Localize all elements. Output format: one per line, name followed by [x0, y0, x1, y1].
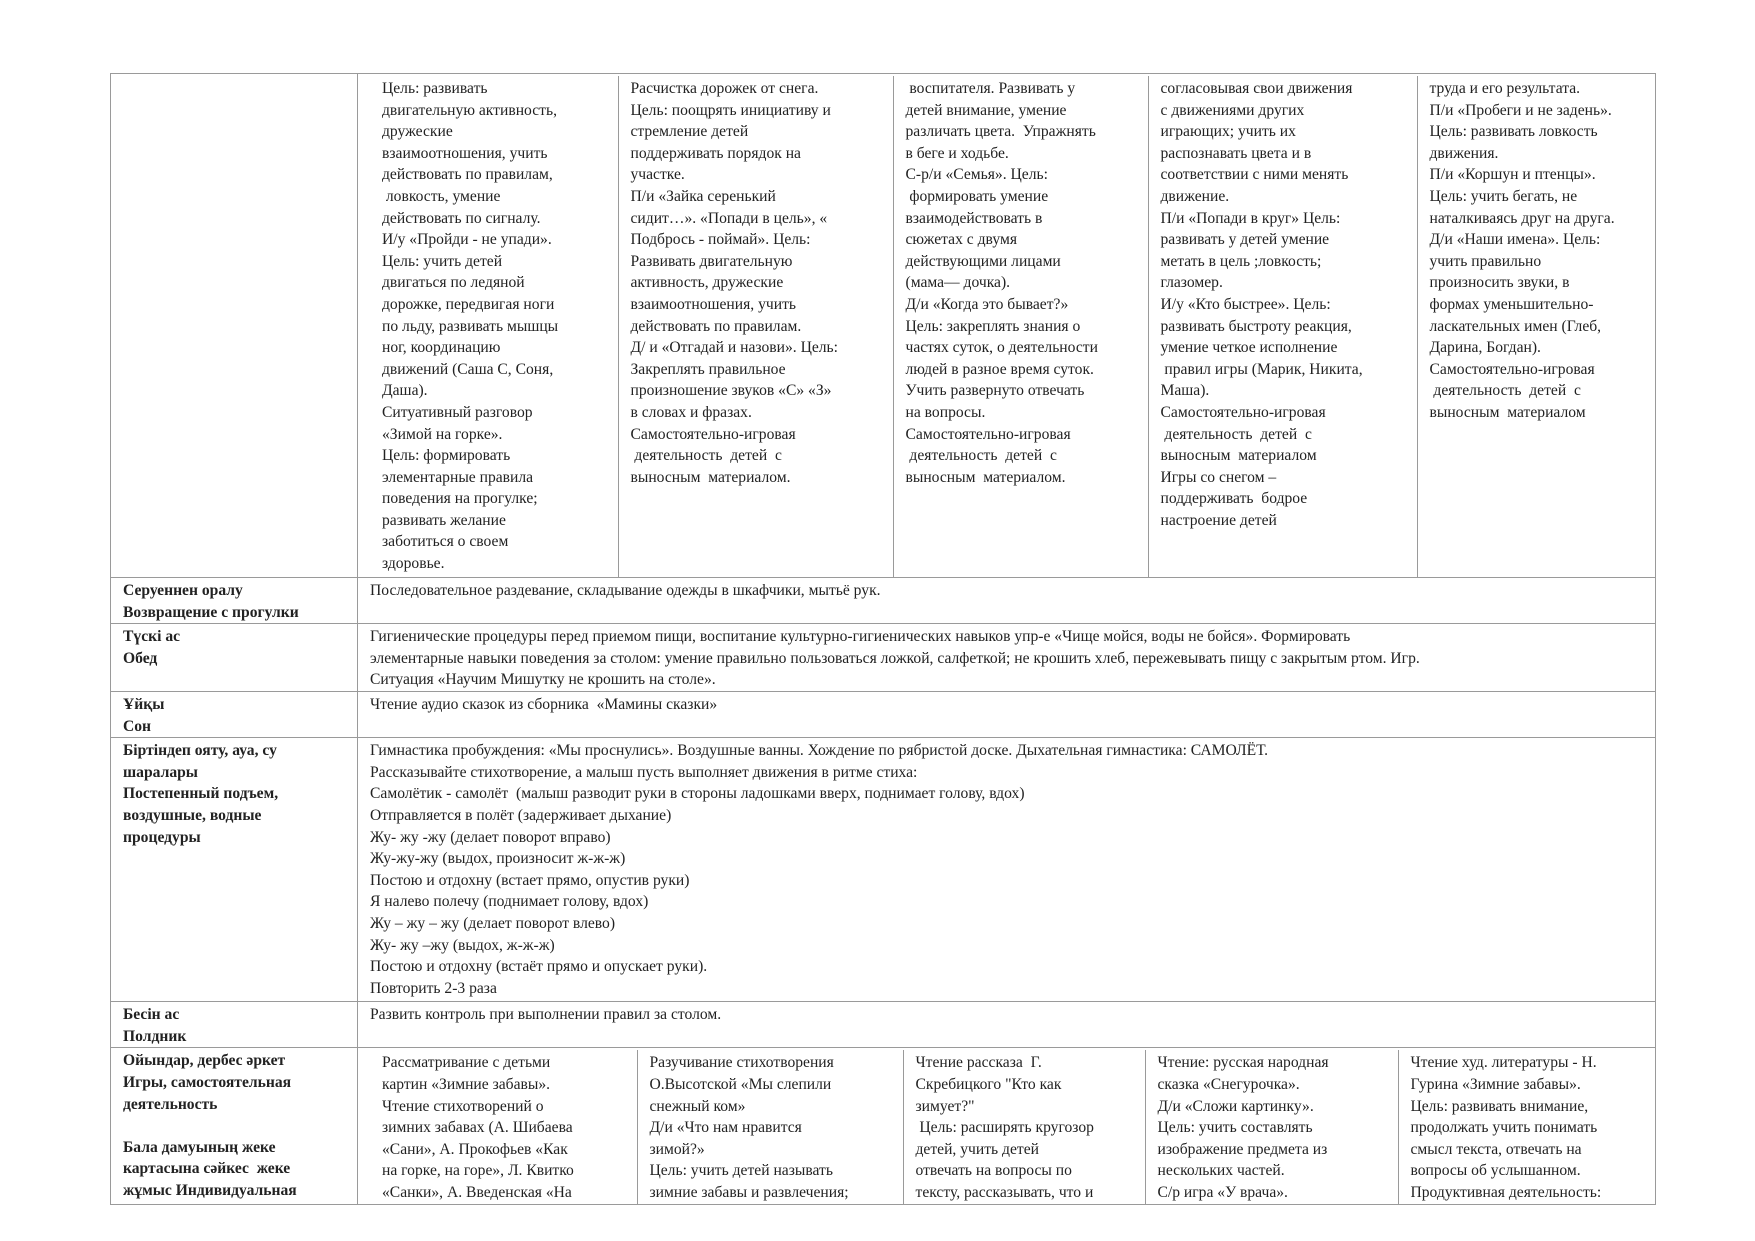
- text-line: Ситуация «Научим Мишутку не крошить на столе».: [370, 671, 716, 689]
- text-line: дружеские: [382, 123, 453, 141]
- text-line: Игры, самостоятельная: [123, 1073, 292, 1091]
- text-line: развивать желание: [382, 511, 506, 529]
- daily-plan-table: [110, 73, 1656, 1205]
- games-day-3: [903, 1050, 1145, 1203]
- games-day-5: [1398, 1050, 1656, 1203]
- text-line: участке.: [630, 166, 685, 184]
- text-line: дорожке, передвигая ноги: [382, 295, 555, 313]
- text-line: в словах и фразах.: [630, 403, 752, 421]
- text-line: Я налево полечу (поднимает голову, вдох): [370, 893, 649, 911]
- text-line: «Зимой на горке».: [382, 425, 503, 443]
- return-row: [111, 578, 1656, 624]
- text-line: Гимнастика пробуждения: «Мы проснулись». Воздушные ванны. Хождение по рябристой доске. Дыхательная гимнастика: САМОЛЁТ.: [370, 742, 1268, 760]
- text-line: шаралары: [123, 763, 198, 781]
- text-line: Самостоятельно-игровая: [1160, 403, 1326, 421]
- text-line: деятельность детей с: [905, 447, 1057, 465]
- text-line: Д/и «Что нам нравится: [649, 1119, 802, 1137]
- text-line: смысл текста, отвечать на: [1410, 1140, 1582, 1158]
- text-line: П/и «Попади в круг» Цель:: [1160, 209, 1341, 227]
- text-line: Самостоятельно-игровая: [630, 425, 796, 443]
- text-line: действовать по правилам.: [630, 317, 802, 335]
- text-line: детей, учить детей: [915, 1140, 1039, 1158]
- text-line: зимой?»: [649, 1140, 705, 1158]
- text-line: картасына сәйкес жеке: [123, 1160, 291, 1178]
- text-line: воспитателя. Развивать у: [905, 80, 1076, 97]
- text-line: изображение предмета из: [1157, 1140, 1328, 1158]
- text-line: Гигиенические процедуры перед приемом пищи, воспитание культурно-гигиенических навыков упр-е «Чище мойся, воды не бойся». Формировать: [370, 628, 1351, 646]
- text-line: тексту, рассказывать, что и: [915, 1183, 1094, 1201]
- text-line: формах уменьшительно-: [1429, 295, 1594, 313]
- text-line: Последовательное раздевание, складывание одежды в шкафчики, мытьё рук.: [370, 582, 881, 599]
- text-line: выносным материалом.: [905, 468, 1066, 486]
- text-line: Біртіндеп ояту, ауа, су: [123, 742, 277, 760]
- sleep-content: [358, 691, 1656, 737]
- text-line: [123, 1115, 347, 1137]
- text-line: Гурина «Зимние забавы».: [1410, 1075, 1581, 1093]
- text-line: правил игры (Марик, Никита,: [1160, 360, 1363, 378]
- walk-row: [111, 74, 1656, 578]
- text-line: О.Высотской «Мы слепили: [649, 1075, 832, 1093]
- wakeup-label: [111, 738, 358, 1002]
- text-line: соответствии с ними менять: [1160, 166, 1349, 184]
- text-line: Цель: развивать: [382, 80, 488, 97]
- text-line: Расчистка дорожек от снега.: [630, 80, 819, 97]
- text-line: Ойындар, дербес әркет: [123, 1052, 286, 1070]
- wakeup-content: [358, 738, 1656, 1002]
- text-line: поддерживать бодрое: [1160, 490, 1308, 508]
- text-line: умение четкое исполнение: [1160, 339, 1338, 357]
- text-line: Самостоятельно-игровая: [905, 425, 1071, 443]
- text-line: Продуктивная деятельность:: [1410, 1183, 1602, 1201]
- text-line: глазомер.: [1160, 274, 1223, 292]
- text-line: с движениями других: [1160, 101, 1305, 119]
- text-line: жұмыс Индивидуальная: [123, 1181, 297, 1199]
- text-line: настроение детей: [1160, 511, 1277, 529]
- text-line: играющих; учить их: [1160, 123, 1296, 141]
- text-line: Развить контроль при выполнении правил за столом.: [370, 1006, 722, 1024]
- text-line: развивать быстроту реакция,: [1160, 317, 1352, 335]
- text-line: Д/и «Когда это бывает?»: [905, 295, 1069, 313]
- text-line: П/и «Пробеги и не задень».: [1429, 101, 1612, 119]
- text-line: произношение звуков «С» «З»: [630, 382, 832, 400]
- text-line: Закреплять правильное: [630, 360, 786, 378]
- text-line: «Санки», А. Введенская «На: [382, 1183, 572, 1201]
- text-line: И/у «Кто быстрее». Цель:: [1160, 295, 1331, 313]
- walk-label-cell: [111, 74, 358, 578]
- snack-label: [111, 1002, 358, 1048]
- text-line: Цель: развивать внимание,: [1410, 1097, 1589, 1115]
- text-line: распознавать цвета и в: [1160, 144, 1312, 162]
- text-line: Отправляется в полёт (задерживает дыхание): [370, 806, 672, 824]
- text-line: Бесін ас: [123, 1006, 180, 1024]
- text-line: «Сани», А. Прокофьев «Как: [382, 1140, 568, 1158]
- text-line: нескольких частей.: [1157, 1162, 1285, 1180]
- text-line: Рассказывайте стихотворение, а малыш пусть выполняет движения в ритме стиха:: [370, 763, 918, 781]
- text-line: Учить развернуто отвечать: [905, 382, 1085, 400]
- text-line: Түскі ас: [123, 628, 181, 646]
- text-line: ловкость, умение: [382, 187, 501, 205]
- text-line: Постою и отдохну (встаёт прямо и опускает руки).: [370, 958, 708, 976]
- text-line: взаимоотношения, учить: [630, 295, 797, 313]
- text-line: ласкательных имен (Глеб,: [1429, 317, 1602, 335]
- text-line: наталкиваясь друг на друга.: [1429, 209, 1615, 227]
- text-line: Постою и отдохну (встает прямо, опустив руки): [370, 871, 690, 889]
- text-line: Обед: [123, 649, 158, 667]
- text-line: заботиться о своем: [382, 533, 509, 551]
- text-line: действующими лицами: [905, 252, 1061, 270]
- text-line: формировать умение: [905, 187, 1049, 205]
- text-line: Жу- жу -жу (делает поворот вправо): [370, 828, 611, 846]
- text-line: отвечать на вопросы по: [915, 1162, 1072, 1180]
- text-line: по льду, развивать мышцы: [382, 317, 559, 335]
- text-line: элементарные правила: [382, 468, 534, 486]
- return-content: [358, 578, 1656, 624]
- text-line: Рассматривание с детьми: [382, 1054, 551, 1072]
- return-label: [111, 578, 358, 624]
- text-line: (мама— дочка).: [905, 274, 1011, 292]
- sleep-label: [111, 691, 358, 737]
- text-line: воздушные, водные: [123, 806, 262, 824]
- text-line: Постепенный подъем,: [123, 785, 279, 803]
- text-line: деятельность детей с: [1160, 425, 1312, 443]
- text-line: картин «Зимние забавы».: [382, 1075, 551, 1093]
- text-line: Чтение аудио сказок из сборника «Мамины сказки»: [370, 695, 718, 713]
- text-line: Ситуативный разговор: [382, 403, 533, 421]
- lunch-content: [358, 624, 1656, 692]
- text-line: двигательную активность,: [382, 101, 557, 119]
- text-line: Д/ и «Отгадай и назови». Цель:: [630, 339, 838, 357]
- text-line: поведения на прогулке;: [382, 490, 538, 508]
- text-line: Игры со снегом –: [1160, 468, 1277, 486]
- text-line: сказка «Снегурочка».: [1157, 1075, 1300, 1093]
- walk-day-2: [618, 76, 893, 577]
- text-line: развивать у детей умение: [1160, 231, 1330, 249]
- text-line: учить правильно: [1429, 252, 1542, 270]
- text-line: зимних забавах (А. Шибаева: [382, 1119, 573, 1137]
- text-line: согласовывая свои движения: [1160, 80, 1353, 97]
- text-line: процедуры: [123, 828, 201, 846]
- walk-day-4: [1148, 76, 1417, 577]
- lunch-label: [111, 624, 358, 692]
- text-line: П/и «Зайка серенький: [630, 187, 776, 205]
- text-line: метать в цель ;ловкость;: [1160, 252, 1322, 270]
- text-line: Цель: учить составлять: [1157, 1119, 1313, 1137]
- text-line: Серуеннен оралу: [123, 582, 243, 599]
- text-line: Самолётик - самолёт (малыш разводит руки в стороны ладошками вверх, поднимает голову, вдох): [370, 785, 1025, 803]
- text-line: взаимодействовать в: [905, 209, 1043, 227]
- text-line: ног, координацию: [382, 339, 501, 357]
- games-label: [111, 1048, 358, 1204]
- text-line: выносным материалом.: [630, 468, 791, 486]
- text-line: Подбрось - поймай». Цель:: [630, 231, 811, 249]
- text-line: сюжетах с двумя: [905, 231, 1018, 249]
- text-line: Самостоятельно-игровая: [1429, 360, 1595, 378]
- text-line: Развивать двигательную: [630, 252, 793, 270]
- text-line: деятельность детей с: [1429, 382, 1581, 400]
- text-line: Жу-жу-жу (выдох, произносит ж-ж-ж): [370, 850, 626, 868]
- walk-day-5: [1417, 76, 1656, 577]
- text-line: зимние забавы и развлечения;: [649, 1183, 849, 1201]
- snack-row: [111, 1002, 1656, 1048]
- text-line: Чтение худ. литературы - Н.: [1410, 1054, 1597, 1072]
- text-line: деятельность: [123, 1095, 218, 1113]
- text-line: детей внимание, умение: [905, 101, 1067, 119]
- text-line: Жу- жу –жу (выдох, ж-ж-ж): [370, 936, 555, 954]
- text-line: действовать по правилам,: [382, 166, 553, 184]
- text-line: С-р/и «Семья». Цель:: [905, 166, 1048, 184]
- text-line: Цель: учить бегать, не: [1429, 187, 1578, 205]
- walk-day-1: [370, 76, 618, 577]
- text-line: выносным материалом: [1160, 447, 1317, 465]
- text-line: поддерживать порядок на: [630, 144, 801, 162]
- text-line: Чтение стихотворений о: [382, 1097, 544, 1115]
- text-line: Даша).: [382, 382, 428, 400]
- text-line: Возвращение с прогулки: [123, 603, 299, 621]
- text-line: Цель: закреплять знания о: [905, 317, 1081, 335]
- text-line: Чтение рассказа Г.: [915, 1054, 1042, 1072]
- lunch-row: [111, 624, 1656, 692]
- text-line: Полдник: [123, 1027, 187, 1045]
- text-line: произносить звуки, в: [1429, 274, 1570, 292]
- sleep-row: [111, 691, 1656, 737]
- text-line: стремление детей: [630, 123, 749, 141]
- text-line: Д/и «Сложи картинку».: [1157, 1097, 1314, 1115]
- text-line: Разучивание стихотворения: [649, 1054, 834, 1072]
- text-line: Цель: развивать ловкость: [1429, 123, 1598, 141]
- text-line: И/у «Пройди - не упади».: [382, 231, 552, 249]
- text-line: на горке, на горе», Л. Квитко: [382, 1162, 574, 1180]
- text-line: элементарные навыки поведения за столом: умение правильно пользоваться ложкой, салфеткой; не крошить хлеб, пережевывать пищу с закрытым ртом. Игр.: [370, 649, 1420, 667]
- text-line: Сон: [123, 717, 152, 735]
- text-line: Цель: расширять кругозор: [915, 1119, 1094, 1137]
- text-line: С/р игра «У врача».: [1157, 1183, 1288, 1201]
- text-line: Жу – жу – жу (делает поворот влево): [370, 914, 616, 932]
- text-line: движение.: [1160, 187, 1230, 205]
- text-line: действовать по сигналу.: [382, 209, 541, 227]
- text-line: на вопросы.: [905, 403, 986, 421]
- text-line: выносным материалом: [1429, 403, 1586, 421]
- text-line: в беге и ходьбе.: [905, 144, 1009, 162]
- games-day-4: [1145, 1050, 1398, 1203]
- games-content-cell: [358, 1048, 1656, 1204]
- text-line: двигаться по ледяной: [382, 274, 525, 292]
- text-line: труда и его результата.: [1429, 80, 1581, 97]
- text-line: Чтение: русская народная: [1157, 1054, 1329, 1072]
- text-line: Д/и «Наши имена». Цель:: [1429, 231, 1601, 249]
- text-line: продолжать учить понимать: [1410, 1119, 1598, 1137]
- text-line: частях суток, о деятельности: [905, 339, 1098, 357]
- games-row: [111, 1048, 1656, 1204]
- text-line: людей в разное время суток.: [905, 360, 1094, 378]
- wakeup-row: [111, 738, 1656, 1002]
- walk-content-cell: [358, 74, 1656, 578]
- text-line: деятельность детей с: [630, 447, 782, 465]
- games-day-1: [370, 1050, 637, 1203]
- text-line: вопросы об услышанном.: [1410, 1162, 1581, 1180]
- text-line: движения.: [1429, 144, 1499, 162]
- text-line: Ұйқы: [123, 695, 165, 713]
- text-line: взаимоотношения, учить: [382, 144, 548, 162]
- snack-content: [358, 1002, 1656, 1048]
- text-line: зимует?": [915, 1097, 975, 1115]
- text-line: активность, дружеские: [630, 274, 784, 292]
- games-day-2: [637, 1050, 903, 1203]
- text-line: снежный ком»: [649, 1097, 746, 1115]
- text-line: различать цвета. Упражнять: [905, 123, 1096, 141]
- text-line: Дарина, Богдан).: [1429, 339, 1541, 357]
- text-line: Бала дамуының жеке: [123, 1138, 276, 1156]
- text-line: Цель: учить детей называть: [649, 1162, 833, 1180]
- text-line: здоровье.: [382, 555, 445, 573]
- text-line: Цель: поощрять инициативу и: [630, 101, 831, 119]
- text-line: Цель: учить детей: [382, 252, 503, 270]
- text-line: Скребицкого "Кто как: [915, 1075, 1062, 1093]
- text-line: Повторить 2-3 раза: [370, 979, 497, 997]
- text-line: Маша).: [1160, 382, 1210, 400]
- text-line: сидит…». «Попади в цель», «: [630, 209, 828, 227]
- text-line: П/и «Коршун и птенцы».: [1429, 166, 1596, 184]
- text-line: движений (Саша С, Соня,: [382, 360, 554, 378]
- text-line: Цель: формировать: [382, 447, 511, 465]
- walk-day-3: [893, 76, 1148, 577]
